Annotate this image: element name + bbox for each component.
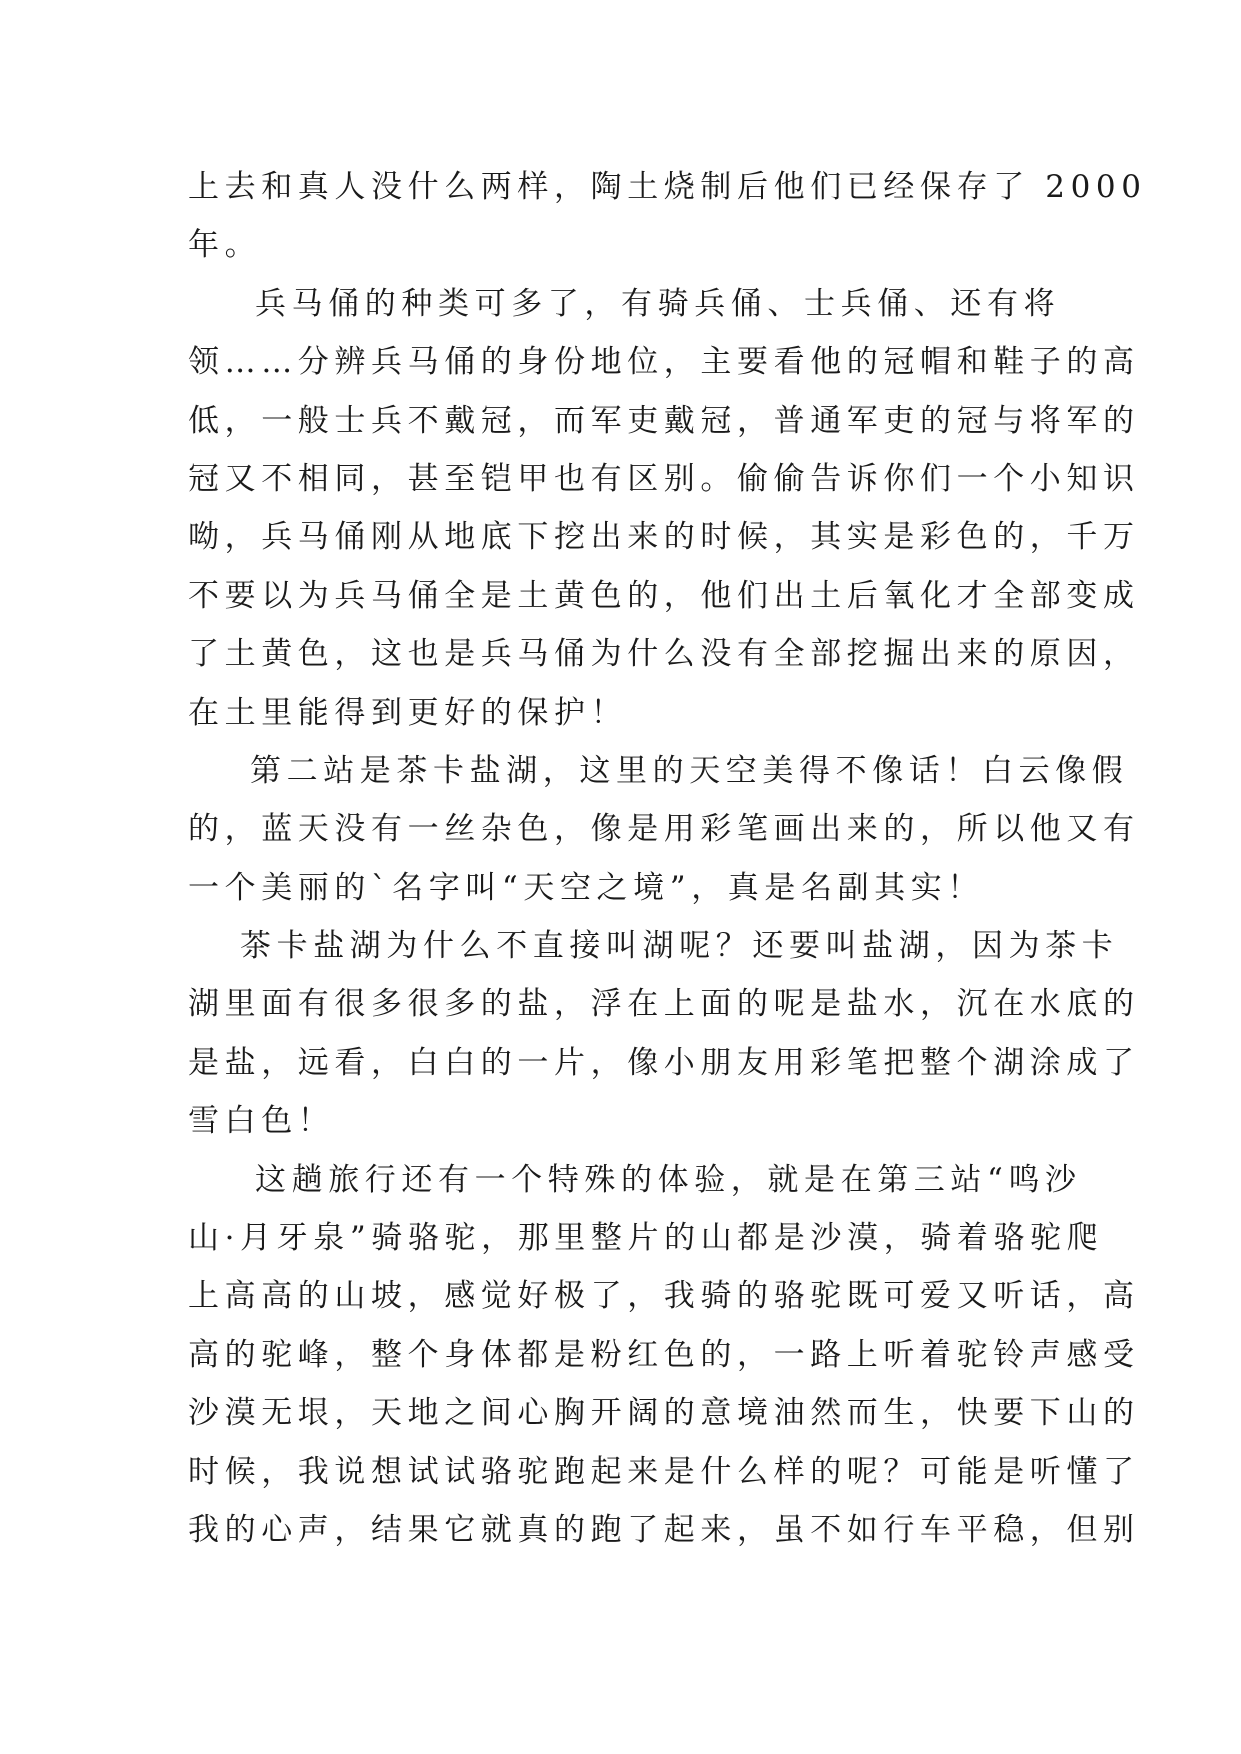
- text-line: 山·月牙泉”骑骆驼，那里整片的山都是沙漠，骑着骆驼爬: [188, 1220, 1104, 1257]
- text-line: 上高高的山坡，感觉好极了，我骑的骆驼既可爱又听话，高: [188, 1278, 1140, 1315]
- paragraph-start-line: 这趟旅行还有一个特殊的体验，就是在第三站“鸣沙: [255, 1161, 1082, 1198]
- body-text: [188, 158, 1147, 1559]
- text-line: 高的驼峰，整个身体都是粉红色的，一路上听着驼铃声感受: [188, 1336, 1140, 1373]
- text-line: 不要以为兵马俑全是土黄色的，他们出土后氧化才全部变成: [188, 577, 1140, 614]
- text-line: 呦，兵马俑刚从地底下挖出来的时候，其实是彩色的，千万: [188, 519, 1140, 556]
- text-line: 时候，我说想试试骆驼跑起来是什么样的呢？可能是听懂了: [188, 1453, 1140, 1490]
- text-line: 领……分辨兵马俑的身份地位，主要看他的冠帽和鞋子的高: [188, 344, 1140, 381]
- text-line: 冠又不相同，甚至铠甲也有区别。偷偷告诉你们一个小知识: [188, 460, 1140, 497]
- text-line: 低，一般士兵不戴冠，而军吏戴冠，普通军吏的冠与将军的: [188, 402, 1140, 439]
- text-line: 一个美丽的`名字叫“天空之境”，真是名副其实！: [188, 869, 984, 906]
- text-line: 是盐，远看，白白的一片，像小朋友用彩笔把整个湖涂成了: [188, 1044, 1140, 1081]
- text-line: 的，蓝天没有一丝杂色，像是用彩笔画出来的，所以他又有: [188, 811, 1140, 848]
- text-line: 在土里能得到更好的保护！: [188, 694, 628, 731]
- paragraph-start-line: 茶卡盐湖为什么不直接叫湖呢？还要叫盐湖，因为茶卡: [240, 928, 1119, 965]
- text-line: 雪白色！: [188, 1103, 335, 1140]
- text-line: 上去和真人没什么两样，陶土烧制后他们已经保存了 2000: [188, 169, 1147, 205]
- text-line: 年。: [188, 227, 262, 264]
- paragraph-start-line: 第二站是茶卡盐湖，这里的天空美得不像话！白云像假: [250, 752, 1129, 789]
- text-line: 我的心声，结果它就真的跑了起来，虽不如行车平稳，但别: [188, 1511, 1140, 1548]
- text-line: 沙漠无垠，天地之间心胸开阔的意境油然而生，快要下山的: [188, 1395, 1140, 1432]
- text-line: 湖里面有很多很多的盐，浮在上面的呢是盐水，沉在水底的: [188, 986, 1140, 1023]
- text-line: 了土黄色，这也是兵马俑为什么没有全部挖掘出来的原因，: [188, 636, 1140, 673]
- paragraph-start-line: 兵马俑的种类可多了，有骑兵俑、士兵俑、还有将: [255, 285, 1061, 322]
